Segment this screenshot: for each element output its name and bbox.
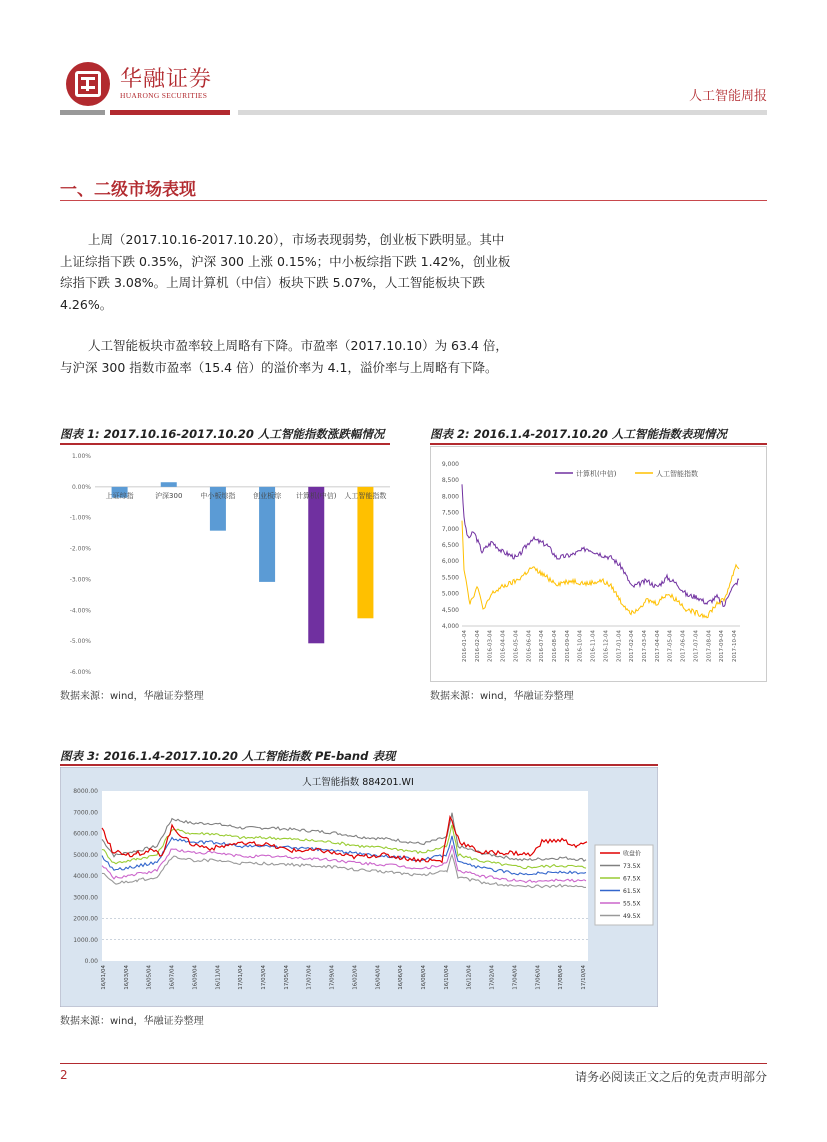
- footer-rule: [60, 1063, 767, 1064]
- y-tick-label: 4,500: [441, 606, 459, 614]
- y-tick-label: 1000.00: [73, 936, 98, 944]
- y-tick-label: 4000.00: [73, 873, 98, 880]
- legend-label: 67.5X: [623, 875, 641, 883]
- bar: [161, 482, 177, 487]
- x-tick-label: 16/10/04: [443, 965, 450, 990]
- legend-label: 人工智能指数: [656, 470, 698, 478]
- x-tick-label: 16/04/04: [375, 965, 382, 990]
- y-tick-label: 6000.00: [73, 830, 98, 838]
- y-tick-label: 8,000: [441, 493, 459, 501]
- y-tick-label: -2.00%: [69, 545, 91, 553]
- x-tick-label: 2017-04-04: [654, 630, 661, 662]
- x-tick-label: 16/02/04: [352, 965, 359, 990]
- source-note: 数据来源：wind，华融证券整理: [430, 691, 574, 702]
- x-tick-label: 2017-09-04: [719, 630, 726, 662]
- brand-name-en: HUARONG SECURITIES: [120, 91, 208, 100]
- y-tick-label: -3.00%: [69, 576, 91, 584]
- legend-label: 49.5X: [623, 913, 641, 920]
- x-tick-label: 2016-07-04: [539, 630, 546, 662]
- y-tick-label: -4.00%: [69, 607, 91, 615]
- y-tick-label: 5,500: [441, 574, 459, 582]
- x-tick-label: 16/12/04: [466, 965, 473, 990]
- source-note: 数据来源：wind，华融证券整理: [60, 1016, 204, 1027]
- x-tick-label: 2016-02-04: [474, 630, 481, 662]
- section-title: 一、二级市场表现: [60, 180, 196, 200]
- x-tick-label: 2017-10-04: [732, 630, 738, 662]
- para-line: 上周（2017.10.16-2017.10.20），市场表现弱势，创业板下跌明显。其中: [88, 232, 505, 247]
- x-tick-label: 17/06/04: [535, 965, 542, 990]
- y-tick-label: 5000.00: [73, 851, 98, 859]
- y-tick-label: -6.00%: [69, 669, 91, 676]
- x-tick-label: 17/02/04: [489, 965, 496, 990]
- legend-label: 73.5X: [623, 863, 641, 870]
- figure-caption: 图表 3: 2016.1.4-2017.10.20 人工智能指数 PE-band 表现: [60, 749, 396, 763]
- x-tick-label: 2016-06-04: [526, 630, 533, 662]
- category-label: 创业板综: [253, 491, 282, 500]
- disclaimer: 请务必阅读正文之后的免责声明部分: [574, 1070, 767, 1084]
- x-tick-label: 17/04/04: [512, 965, 519, 990]
- x-tick-label: 2017-07-04: [693, 630, 700, 662]
- x-tick-label: 2017-08-04: [706, 630, 713, 662]
- category-label: 人工智能指数: [344, 491, 387, 500]
- para-line: 综指下跌 3.08%。上周计算机（中信）板块下跌 5.07%，人工智能板块下跌: [60, 275, 485, 290]
- legend-label: 55.5X: [623, 900, 641, 908]
- x-tick-label: 2016-01-04: [462, 630, 468, 662]
- x-tick-label: 2016-12-04: [603, 630, 610, 662]
- bar: [357, 487, 373, 618]
- x-tick-label: 2016-10-04: [577, 630, 584, 662]
- paragraph: [60, 335, 580, 378]
- report-name: 人工智能周报: [688, 89, 767, 104]
- x-tick-label: 17/01/04: [238, 965, 245, 990]
- x-tick-label: 17/10/04: [581, 965, 587, 990]
- legend-label: 61.5X: [623, 888, 641, 895]
- source-note: 数据来源：wind，华融证券整理: [60, 691, 204, 702]
- x-tick-label: 17/05/04: [283, 965, 290, 990]
- y-tick-label: 6,500: [441, 542, 459, 549]
- x-tick-label: 17/09/04: [329, 965, 336, 990]
- x-tick-label: 16/01/04: [101, 965, 107, 990]
- category-label: 计算机(中信): [296, 491, 337, 500]
- category-label: 沪深300: [155, 491, 183, 500]
- y-tick-label: 0.00: [84, 958, 98, 965]
- y-tick-label: 7,000: [441, 525, 459, 533]
- x-tick-label: 16/06/04: [398, 965, 405, 990]
- x-tick-label: 2017-03-04: [642, 630, 648, 662]
- para-line: 上证综指下跌 0.35%，沪深 300 上涨 0.15%；中小板综指下跌 1.42%，创业板: [60, 253, 511, 269]
- brand-name: 华融证券: [120, 67, 213, 92]
- y-tick-label: 1.00%: [71, 453, 91, 460]
- x-tick-label: 2017-01-04: [616, 630, 623, 662]
- x-tick-label: 16/05/04: [146, 965, 153, 990]
- figure-rule: [60, 764, 658, 766]
- x-tick-label: 2016-09-04: [564, 630, 571, 662]
- x-tick-label: 2016-04-04: [500, 630, 507, 662]
- y-tick-label: 8000.00: [73, 788, 98, 795]
- header-rule: [60, 110, 105, 115]
- y-tick-label: 7,500: [441, 509, 459, 517]
- para-line: 人工智能板块市盈率较上周略有下降。市盈率（2017.10.10）为 63.4 倍，: [88, 338, 508, 353]
- chart-title: 人工智能指数 884201.WI: [302, 777, 414, 788]
- y-tick-label: 5,000: [441, 590, 459, 598]
- y-tick-label: 7000.00: [73, 809, 98, 817]
- y-tick-label: 8,500: [441, 477, 459, 485]
- x-tick-label: 2016-11-04: [590, 630, 597, 662]
- y-tick-label: -1.00%: [69, 514, 91, 522]
- x-tick-label: 2017-06-04: [680, 630, 687, 662]
- y-tick-label: 3000.00: [73, 894, 98, 902]
- logo-stroke: [81, 86, 95, 89]
- x-tick-label: 16/03/04: [123, 965, 130, 990]
- x-tick-label: 17/03/04: [261, 965, 267, 990]
- x-tick-label: 17/07/04: [306, 965, 313, 990]
- x-tick-label: 2016-03-04: [487, 630, 494, 662]
- category-label: 中小板综指: [200, 491, 236, 500]
- x-tick-label: 2016-08-04: [552, 630, 558, 662]
- x-tick-label: 16/09/04: [192, 965, 199, 990]
- figure-rule: [430, 443, 767, 445]
- y-tick-label: 9,000: [441, 461, 459, 468]
- bar-chart: [60, 446, 390, 682]
- paragraph: [60, 229, 580, 315]
- x-tick-label: 2017-02-04: [629, 630, 636, 662]
- figure-caption: 图表 2: 2016.1.4-2017.10.20 人工智能指数表现情况: [430, 427, 727, 441]
- x-tick-label: 16/11/04: [215, 965, 222, 990]
- figure-rule: [60, 443, 390, 445]
- header-rule: [238, 110, 767, 115]
- category-label: 上证综指: [105, 491, 134, 500]
- y-tick-label: 6,000: [441, 558, 459, 566]
- legend-label: 收盘价: [623, 850, 642, 858]
- x-tick-label: 16/08/04: [421, 965, 427, 990]
- figure-caption: 图表 1: 2017.10.16-2017.10.20 人工智能指数涨跌幅情况: [60, 427, 385, 441]
- bar: [308, 487, 324, 643]
- x-tick-label: 17/08/04: [558, 965, 565, 990]
- bar: [259, 487, 275, 582]
- chart-frame: [431, 447, 767, 682]
- pe-band-chart: [60, 767, 658, 1007]
- x-tick-label: 2017-05-04: [667, 630, 674, 662]
- x-tick-label: 16/07/04: [169, 965, 176, 990]
- para-line: 与沪深 300 指数市盈率（15.4 倍）的溢价率为 4.1，溢价率与上周略有下降。: [60, 359, 498, 375]
- x-tick-label: 2016-05-04: [513, 630, 520, 662]
- para-line: 4.26%。: [60, 296, 113, 312]
- section-rule: [60, 200, 767, 201]
- y-tick-label: 4,000: [441, 623, 459, 630]
- y-tick-label: 0.00%: [71, 483, 91, 491]
- plot-area: [102, 791, 588, 961]
- page-number: 2: [60, 1068, 68, 1082]
- line-chart: [430, 446, 767, 682]
- header-rule: [110, 110, 230, 115]
- y-tick-label: 2000.00: [73, 915, 98, 923]
- y-tick-label: -5.00%: [69, 638, 91, 646]
- legend-label: 计算机(中信): [576, 470, 617, 478]
